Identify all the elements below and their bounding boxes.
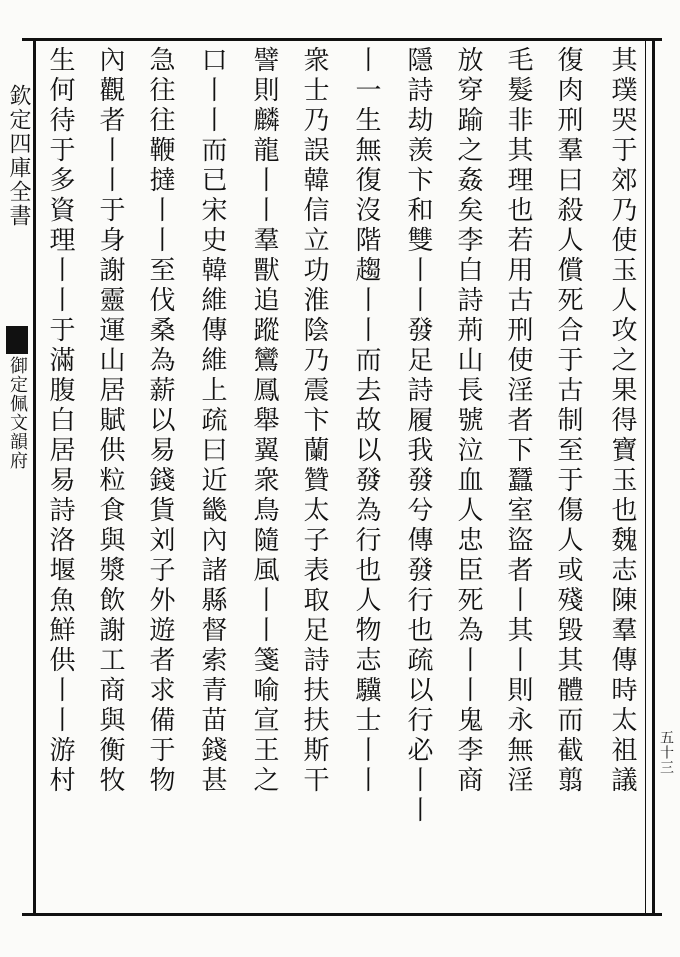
text-column: 毛髮非其理也若用古刑使淫者下蠶室盜者丨其丨則永無淫: [503, 46, 533, 796]
section-title: 御定佩文韻府: [7, 356, 28, 470]
text-column: 口丨丨而已宋史韓維傳維上疏曰近畿內諸縣督索青苗錢甚: [197, 46, 227, 796]
text-column: 放穿踰之姦矣李白詩荊山長號泣血人忠臣死為丨丨鬼李商: [453, 46, 483, 796]
fishtail-mark: [6, 326, 28, 354]
frame-right-inner-rule: [645, 38, 646, 916]
text-column: 生何待于多資理丨丨于滿腹白居易詩洛堰魚鮮供丨丨游村: [45, 46, 75, 796]
frame-right-rule: [652, 38, 655, 916]
text-column: 譬則麟龍丨丨羣獸追蹤鸞鳳舉翼衆鳥隨風丨丨箋喻宣王之: [249, 46, 279, 796]
frame-bottom-rule: [22, 913, 662, 916]
text-column: 內觀者丨丨于身謝靈運山居賦供粒食與漿飲謝工商與衡牧: [95, 46, 125, 796]
page-number: 五十三: [658, 730, 674, 775]
frame-top-rule: [22, 38, 662, 41]
margin-strip: [0, 38, 34, 916]
book-title: 欽定四庫全書: [6, 84, 31, 228]
text-column: 隱詩劫羡卞和雙丨丨發足詩履我發兮傳發行也疏以行必丨丨: [403, 46, 433, 826]
text-column: 急往往鞭撻丨丨至伐桑為薪以易錢貨刘子外遊者求備于物: [145, 46, 175, 796]
text-column: 丨一生無復沒階趨丨丨而去故以發為行也人物志驥士丨丨: [351, 46, 381, 796]
text-column: 其璞哭于郊乃使玉人攻之果得寶玉也魏志陳羣傳時太祖議: [607, 46, 637, 796]
text-column: 衆士乃誤韓信立功淮陰乃震卞蘭贊太子表取足詩扶扶斯干: [299, 46, 329, 796]
text-column: 復肉刑羣曰殺人償死合于古制至于傷人或殘毀其體而截翦: [553, 46, 583, 796]
